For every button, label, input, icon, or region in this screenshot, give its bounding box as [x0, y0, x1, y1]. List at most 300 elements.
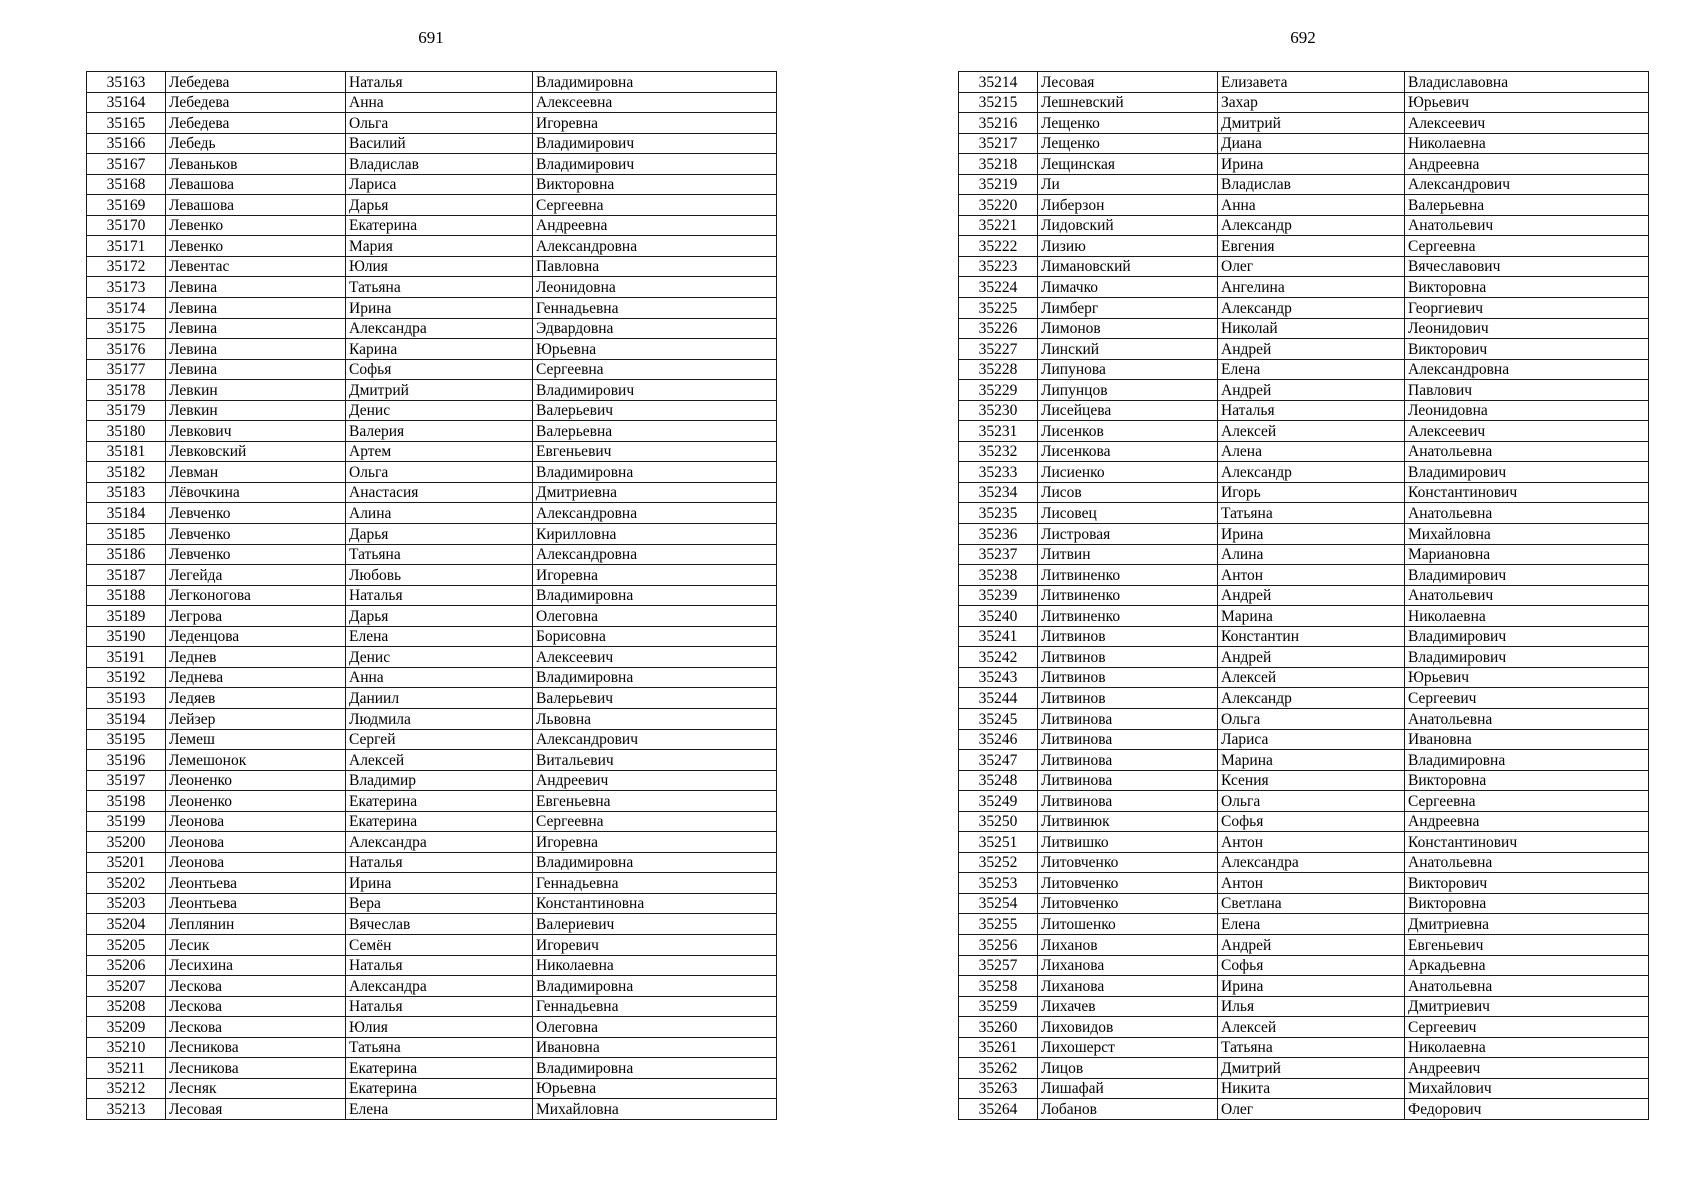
first-name-cell: Елена	[346, 1099, 533, 1120]
record-number: 35187	[87, 565, 166, 586]
first-name-cell: Андрей	[1218, 339, 1405, 360]
page-left	[86, 0, 776, 1200]
surname-cell: Лещинская	[1038, 154, 1218, 175]
surname-cell: Лимановский	[1038, 256, 1218, 277]
first-name-cell: Дарья	[346, 524, 533, 545]
record-number: 35232	[959, 441, 1038, 462]
patronymic-cell: Львовна	[533, 708, 777, 729]
table-row	[87, 524, 777, 545]
table-row	[959, 441, 1649, 462]
surname-cell: Легейда	[166, 565, 346, 586]
table-row	[959, 893, 1649, 914]
surname-cell: Литвин	[1038, 544, 1218, 565]
first-name-cell: Екатерина	[346, 791, 533, 812]
first-name-cell: Александра	[346, 832, 533, 853]
patronymic-cell: Викторовна	[1405, 770, 1649, 791]
table-row	[959, 236, 1649, 257]
table-row	[87, 113, 777, 134]
table-row	[87, 1017, 777, 1038]
table-row	[87, 914, 777, 935]
record-number: 35164	[87, 92, 166, 113]
patronymic-cell: Андреевна	[1405, 154, 1649, 175]
patronymic-cell: Ивановна	[533, 1037, 777, 1058]
table-row	[959, 688, 1649, 709]
first-name-cell: Ирина	[1218, 154, 1405, 175]
patronymic-cell: Леонидовна	[533, 277, 777, 298]
surname-cell: Литвинова	[1038, 729, 1218, 750]
table-row	[87, 298, 777, 319]
surname-cell: Лескова	[166, 976, 346, 997]
first-name-cell: Алексей	[1218, 667, 1405, 688]
patronymic-cell: Валерьевна	[533, 421, 777, 442]
record-number: 35251	[959, 832, 1038, 853]
surname-cell: Легрова	[166, 606, 346, 627]
record-number: 35199	[87, 811, 166, 832]
surname-cell: Лещенко	[1038, 113, 1218, 134]
table-row	[959, 133, 1649, 154]
surname-cell: Литвинова	[1038, 750, 1218, 771]
patronymic-cell: Павловна	[533, 256, 777, 277]
surname-cell: Лизию	[1038, 236, 1218, 257]
surname-cell: Левашова	[166, 174, 346, 195]
first-name-cell: Наталья	[346, 852, 533, 873]
patronymic-cell: Владимирович	[533, 380, 777, 401]
patronymic-cell: Николаевна	[533, 955, 777, 976]
patronymic-cell: Николаевна	[1405, 606, 1649, 627]
surname-cell: Лисенкова	[1038, 441, 1218, 462]
record-number: 35256	[959, 934, 1038, 955]
first-name-cell: Наталья	[346, 996, 533, 1017]
patronymic-cell: Сергеевна	[1405, 791, 1649, 812]
first-name-cell: Юлия	[346, 1017, 533, 1038]
patronymic-cell: Павлович	[1405, 380, 1649, 401]
surname-cell: Левченко	[166, 524, 346, 545]
patronymic-cell: Эдвардовна	[533, 318, 777, 339]
patronymic-cell: Владимирович	[1405, 565, 1649, 586]
first-name-cell: Дарья	[346, 195, 533, 216]
record-number: 35221	[959, 215, 1038, 236]
table-row	[959, 462, 1649, 483]
patronymic-cell: Викторович	[1405, 873, 1649, 894]
patronymic-cell: Геннадьевна	[533, 996, 777, 1017]
surname-cell: Лескова	[166, 996, 346, 1017]
first-name-cell: Елена	[1218, 359, 1405, 380]
record-number: 35257	[959, 955, 1038, 976]
patronymic-cell: Ивановна	[1405, 729, 1649, 750]
table-row	[87, 996, 777, 1017]
table-row	[959, 380, 1649, 401]
surname-cell: Лесик	[166, 934, 346, 955]
record-number: 35218	[959, 154, 1038, 175]
surname-cell: Левина	[166, 318, 346, 339]
patronymic-cell: Юрьевна	[533, 1078, 777, 1099]
record-number: 35174	[87, 298, 166, 319]
surname-cell: Лицов	[1038, 1058, 1218, 1079]
surname-cell: Левентас	[166, 256, 346, 277]
patronymic-cell: Леонидович	[1405, 318, 1649, 339]
first-name-cell: Мария	[346, 236, 533, 257]
surname-cell: Левковский	[166, 441, 346, 462]
record-number: 35176	[87, 339, 166, 360]
table-row	[959, 72, 1649, 93]
table-row	[87, 133, 777, 154]
table-row	[959, 873, 1649, 894]
patronymic-cell: Константинович	[1405, 832, 1649, 853]
surname-cell: Лебедева	[166, 113, 346, 134]
patronymic-cell: Викторович	[1405, 339, 1649, 360]
patronymic-cell: Владимировна	[533, 667, 777, 688]
patronymic-cell: Владимирович	[533, 133, 777, 154]
table-row	[959, 565, 1649, 586]
first-name-cell: Константин	[1218, 626, 1405, 647]
table-row	[959, 256, 1649, 277]
first-name-cell: Екатерина	[346, 215, 533, 236]
table-row	[87, 750, 777, 771]
first-name-cell: Олег	[1218, 1099, 1405, 1120]
record-number: 35185	[87, 524, 166, 545]
first-name-cell: Алексей	[346, 750, 533, 771]
record-number: 35229	[959, 380, 1038, 401]
patronymic-cell: Владиславовна	[1405, 72, 1649, 93]
record-number: 35244	[959, 688, 1038, 709]
surname-cell: Ледяев	[166, 688, 346, 709]
patronymic-cell: Кирилловна	[533, 524, 777, 545]
patronymic-cell: Игоревна	[533, 565, 777, 586]
first-name-cell: Софья	[346, 359, 533, 380]
surname-cell: Литвиненко	[1038, 565, 1218, 586]
patronymic-cell: Юрьевич	[1405, 667, 1649, 688]
record-number: 35169	[87, 195, 166, 216]
surname-cell: Лисов	[1038, 482, 1218, 503]
first-name-cell: Владислав	[346, 154, 533, 175]
surname-cell: Легконогова	[166, 585, 346, 606]
table-row	[959, 667, 1649, 688]
patronymic-cell: Георгиевич	[1405, 298, 1649, 319]
first-name-cell: Владимир	[346, 770, 533, 791]
patronymic-cell: Олеговна	[533, 1017, 777, 1038]
first-name-cell: Марина	[1218, 606, 1405, 627]
table-row	[87, 72, 777, 93]
first-name-cell: Никита	[1218, 1078, 1405, 1099]
table-row	[959, 852, 1649, 873]
surname-cell: Литошенко	[1038, 914, 1218, 935]
table-row	[87, 791, 777, 812]
first-name-cell: Ирина	[1218, 976, 1405, 997]
first-name-cell: Ирина	[346, 873, 533, 894]
surname-cell: Левина	[166, 298, 346, 319]
record-number: 35194	[87, 708, 166, 729]
patronymic-cell: Николаевна	[1405, 133, 1649, 154]
patronymic-cell: Владимирович	[533, 154, 777, 175]
surname-cell: Лещенко	[1038, 133, 1218, 154]
table-row	[87, 421, 777, 442]
record-number: 35202	[87, 873, 166, 894]
surname-cell: Лишафай	[1038, 1078, 1218, 1099]
patronymic-cell: Викторовна	[533, 174, 777, 195]
surname-cell: Лемешонок	[166, 750, 346, 771]
record-number: 35208	[87, 996, 166, 1017]
surname-cell: Лесовая	[1038, 72, 1218, 93]
page-number: 692	[1290, 28, 1316, 47]
record-number: 35217	[959, 133, 1038, 154]
surname-cell: Литвинова	[1038, 708, 1218, 729]
record-number: 35228	[959, 359, 1038, 380]
table-row	[87, 215, 777, 236]
first-name-cell: Татьяна	[346, 1037, 533, 1058]
table-row	[87, 441, 777, 462]
table-row	[959, 195, 1649, 216]
first-name-cell: Наталья	[346, 72, 533, 93]
table-row	[959, 524, 1649, 545]
table-row	[959, 832, 1649, 853]
surname-cell: Лебедь	[166, 133, 346, 154]
surname-cell: Лешневский	[1038, 92, 1218, 113]
table-row	[87, 503, 777, 524]
patronymic-cell: Андреевич	[1405, 1058, 1649, 1079]
surname-cell: Леонтьева	[166, 893, 346, 914]
patronymic-cell: Андреевич	[533, 770, 777, 791]
record-number: 35259	[959, 996, 1038, 1017]
first-name-cell: Александра	[346, 318, 533, 339]
patronymic-cell: Анатольевич	[1405, 215, 1649, 236]
record-number: 35243	[959, 667, 1038, 688]
surname-cell: Леонова	[166, 832, 346, 853]
patronymic-cell: Дмитриевич	[1405, 996, 1649, 1017]
record-number: 35254	[959, 893, 1038, 914]
patronymic-cell: Евгеньевич	[533, 441, 777, 462]
patronymic-cell: Владимировна	[533, 1058, 777, 1079]
patronymic-cell: Юрьевич	[1405, 92, 1649, 113]
first-name-cell: Антон	[1218, 873, 1405, 894]
first-name-cell: Диана	[1218, 133, 1405, 154]
surname-cell: Лемеш	[166, 729, 346, 750]
patronymic-cell: Анатольевна	[1405, 708, 1649, 729]
table-row	[959, 1058, 1649, 1079]
table-row	[959, 626, 1649, 647]
surname-cell: Литвинова	[1038, 770, 1218, 791]
first-name-cell: Софья	[1218, 811, 1405, 832]
patronymic-cell: Сергеевна	[533, 811, 777, 832]
surname-cell: Липунова	[1038, 359, 1218, 380]
surname-cell: Лиханов	[1038, 934, 1218, 955]
patronymic-cell: Владимирович	[1405, 462, 1649, 483]
record-number: 35184	[87, 503, 166, 524]
surname-cell: Левченко	[166, 544, 346, 565]
patronymic-cell: Андреевна	[533, 215, 777, 236]
surname-cell: Литовченко	[1038, 873, 1218, 894]
table-row	[87, 832, 777, 853]
surname-cell: Лисейцева	[1038, 400, 1218, 421]
first-name-cell: Анна	[1218, 195, 1405, 216]
first-name-cell: Валерия	[346, 421, 533, 442]
table-row	[959, 585, 1649, 606]
table-row	[959, 174, 1649, 195]
surname-cell: Лихачев	[1038, 996, 1218, 1017]
first-name-cell: Елизавета	[1218, 72, 1405, 93]
first-name-cell: Светлана	[1218, 893, 1405, 914]
roster-table	[958, 71, 1649, 1120]
record-number: 35163	[87, 72, 166, 93]
record-number: 35242	[959, 647, 1038, 668]
first-name-cell: Дарья	[346, 606, 533, 627]
record-number: 35193	[87, 688, 166, 709]
table-row	[959, 400, 1649, 421]
surname-cell: Леонтьева	[166, 873, 346, 894]
record-number: 35173	[87, 277, 166, 298]
table-row	[959, 1017, 1649, 1038]
record-number: 35261	[959, 1037, 1038, 1058]
first-name-cell: Екатерина	[346, 1078, 533, 1099]
patronymic-cell: Борисовна	[533, 626, 777, 647]
record-number: 35240	[959, 606, 1038, 627]
table-row	[87, 318, 777, 339]
patronymic-cell: Викторовна	[1405, 277, 1649, 298]
first-name-cell: Дмитрий	[1218, 113, 1405, 134]
surname-cell: Лёвочкина	[166, 482, 346, 503]
record-number: 35247	[959, 750, 1038, 771]
surname-cell: Леднев	[166, 647, 346, 668]
record-number: 35204	[87, 914, 166, 935]
table-row	[87, 195, 777, 216]
table-row	[959, 113, 1649, 134]
table-row	[959, 318, 1649, 339]
table-row	[959, 606, 1649, 627]
table-row	[87, 400, 777, 421]
record-number: 35235	[959, 503, 1038, 524]
surname-cell: Леонова	[166, 811, 346, 832]
table-row	[87, 729, 777, 750]
table-row	[959, 215, 1649, 236]
record-number: 35186	[87, 544, 166, 565]
surname-cell: Левман	[166, 462, 346, 483]
patronymic-cell: Александровна	[533, 503, 777, 524]
record-number: 35170	[87, 215, 166, 236]
record-number: 35190	[87, 626, 166, 647]
first-name-cell: Игорь	[1218, 482, 1405, 503]
record-number: 35258	[959, 976, 1038, 997]
patronymic-cell: Александровна	[533, 236, 777, 257]
patronymic-cell: Валерьевич	[533, 400, 777, 421]
patronymic-cell: Витальевич	[533, 750, 777, 771]
first-name-cell: Татьяна	[1218, 503, 1405, 524]
record-number: 35179	[87, 400, 166, 421]
surname-cell: Левкович	[166, 421, 346, 442]
table-row	[959, 359, 1649, 380]
first-name-cell: Ольга	[1218, 791, 1405, 812]
patronymic-cell: Владимировна	[533, 462, 777, 483]
record-number: 35206	[87, 955, 166, 976]
surname-cell: Левина	[166, 339, 346, 360]
record-number: 35165	[87, 113, 166, 134]
table-row	[959, 503, 1649, 524]
record-number: 35233	[959, 462, 1038, 483]
table-row	[87, 1078, 777, 1099]
surname-cell: Литвинов	[1038, 647, 1218, 668]
surname-cell: Ли	[1038, 174, 1218, 195]
surname-cell: Лиховидов	[1038, 1017, 1218, 1038]
record-number: 35210	[87, 1037, 166, 1058]
record-number: 35166	[87, 133, 166, 154]
surname-cell: Левченко	[166, 503, 346, 524]
patronymic-cell: Вячеславович	[1405, 256, 1649, 277]
first-name-cell: Анна	[346, 667, 533, 688]
record-number: 35189	[87, 606, 166, 627]
table-row	[87, 339, 777, 360]
first-name-cell: Наталья	[1218, 400, 1405, 421]
first-name-cell: Александр	[1218, 298, 1405, 319]
patronymic-cell: Владимировна	[533, 585, 777, 606]
table-row	[959, 92, 1649, 113]
surname-cell: Лимберг	[1038, 298, 1218, 319]
first-name-cell: Сергей	[346, 729, 533, 750]
table-row	[959, 914, 1649, 935]
table-row	[87, 585, 777, 606]
table-row	[959, 339, 1649, 360]
patronymic-cell: Анатольевич	[1405, 585, 1649, 606]
first-name-cell: Татьяна	[346, 277, 533, 298]
surname-cell: Лебедева	[166, 92, 346, 113]
record-number: 35180	[87, 421, 166, 442]
patronymic-cell: Игоревна	[533, 113, 777, 134]
table-row	[87, 359, 777, 380]
first-name-cell: Наталья	[346, 585, 533, 606]
record-number: 35175	[87, 318, 166, 339]
patronymic-cell: Дмитриевна	[533, 482, 777, 503]
surname-cell: Леденцова	[166, 626, 346, 647]
record-number: 35207	[87, 976, 166, 997]
surname-cell: Лисиенко	[1038, 462, 1218, 483]
table-row	[87, 976, 777, 997]
record-number: 35226	[959, 318, 1038, 339]
surname-cell: Лисовец	[1038, 503, 1218, 524]
patronymic-cell: Алексеевич	[1405, 421, 1649, 442]
patronymic-cell: Евгеньевна	[533, 791, 777, 812]
first-name-cell: Анастасия	[346, 482, 533, 503]
patronymic-cell: Константиновна	[533, 893, 777, 914]
first-name-cell: Денис	[346, 647, 533, 668]
record-number: 35238	[959, 565, 1038, 586]
first-name-cell: Любовь	[346, 565, 533, 586]
record-number: 35260	[959, 1017, 1038, 1038]
table-row	[87, 462, 777, 483]
patronymic-cell: Михайловна	[1405, 524, 1649, 545]
table-row	[959, 811, 1649, 832]
patronymic-cell: Олеговна	[533, 606, 777, 627]
surname-cell: Лесняк	[166, 1078, 346, 1099]
first-name-cell: Ирина	[346, 298, 533, 319]
table-row	[87, 647, 777, 668]
first-name-cell: Василий	[346, 133, 533, 154]
table-row	[87, 236, 777, 257]
record-number: 35178	[87, 380, 166, 401]
surname-cell: Лесникова	[166, 1058, 346, 1079]
record-number: 35241	[959, 626, 1038, 647]
table-row	[959, 996, 1649, 1017]
patronymic-cell: Сергеевна	[1405, 236, 1649, 257]
record-number: 35197	[87, 770, 166, 791]
patronymic-cell: Геннадьевна	[533, 298, 777, 319]
record-number: 35182	[87, 462, 166, 483]
table-row	[959, 544, 1649, 565]
surname-cell: Лихошерст	[1038, 1037, 1218, 1058]
record-number: 35223	[959, 256, 1038, 277]
table-row	[87, 688, 777, 709]
record-number: 35264	[959, 1099, 1038, 1120]
first-name-cell: Дмитрий	[346, 380, 533, 401]
record-number: 35255	[959, 914, 1038, 935]
surname-cell: Левкин	[166, 380, 346, 401]
patronymic-cell: Валерьевич	[533, 688, 777, 709]
